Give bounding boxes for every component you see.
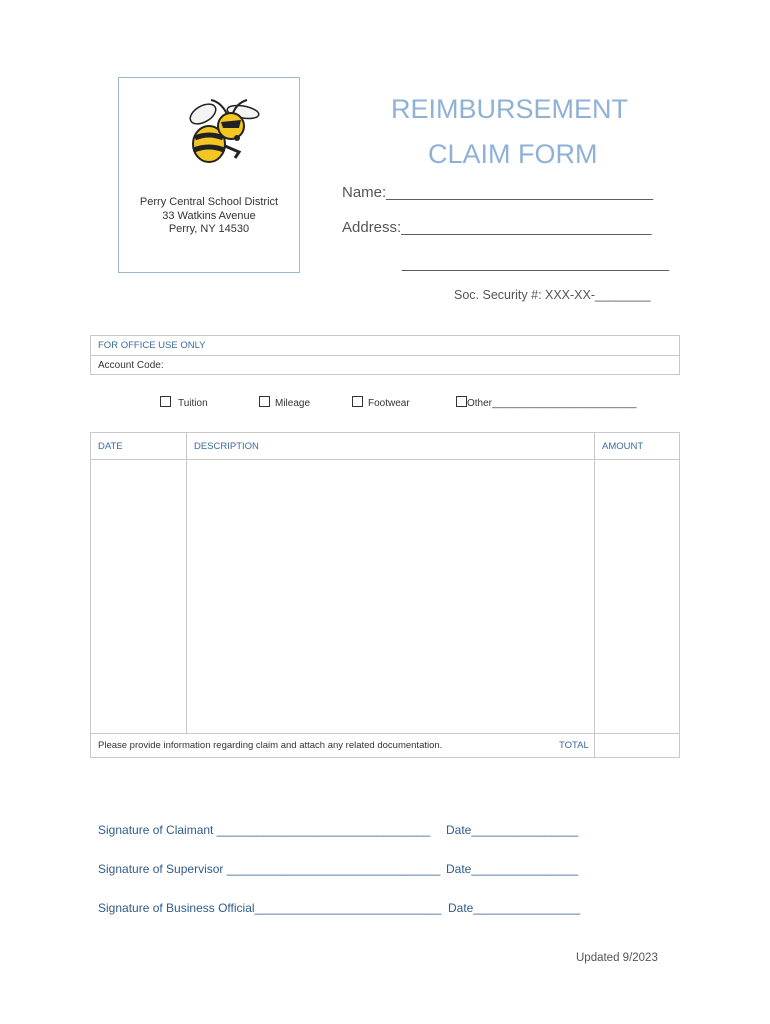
- district-city: Perry, NY 14530: [168, 223, 250, 235]
- district-logo-box: [118, 77, 300, 273]
- checkbox-tuition[interactable]: [160, 396, 208, 409]
- signature-business-official-date[interactable]: Date________________: [448, 901, 581, 915]
- signature-supervisor[interactable]: Signature of Supervisor ________________________________: [98, 862, 441, 876]
- column-date: DATE: [98, 441, 123, 452]
- amount-entries-area[interactable]: [599, 463, 677, 729]
- signature-claimant-date[interactable]: Date________________: [446, 823, 579, 837]
- district-address: [119, 196, 299, 237]
- date-entries-area[interactable]: [98, 463, 182, 729]
- signature-business-official[interactable]: Signature of Business Official____________________________: [98, 901, 442, 915]
- checkbox-label: Mileage: [275, 398, 311, 409]
- signature-supervisor-date[interactable]: Date________________: [446, 862, 579, 876]
- checkbox-icon[interactable]: [160, 396, 171, 407]
- checkbox-other[interactable]: [456, 396, 637, 409]
- total-label: TOTAL: [559, 740, 589, 751]
- account-code-field[interactable]: Account Code:: [98, 360, 164, 371]
- soc-security-field[interactable]: Soc. Security #: XXX-XX-________: [454, 288, 651, 302]
- checkbox-label: Tuition: [178, 398, 208, 409]
- column-divider: [594, 433, 595, 757]
- signature-claimant[interactable]: Signature of Claimant ________________________________: [98, 823, 431, 837]
- checkbox-footwear[interactable]: [352, 396, 410, 409]
- checkbox-label: Footwear: [368, 398, 410, 409]
- district-name: Perry Central School District: [139, 196, 279, 208]
- checkbox-label: Other__________________________: [467, 398, 637, 409]
- column-amount: AMOUNT: [602, 441, 644, 452]
- form-title-line1: REIMBURSEMENT: [391, 94, 629, 124]
- claim-table: [90, 432, 680, 758]
- table-footnote: Please provide information regarding claim and attach any related documentation.: [98, 740, 443, 751]
- column-divider: [186, 433, 187, 733]
- office-use-heading: FOR OFFICE USE ONLY: [91, 336, 679, 356]
- checkbox-icon[interactable]: [259, 396, 270, 407]
- form-title-line2: CLAIM FORM: [428, 139, 598, 169]
- address-field[interactable]: Address:______________________________: [342, 219, 652, 236]
- district-street: 33 Watkins Avenue: [162, 209, 256, 222]
- updated-date: Updated 9/2023: [576, 952, 658, 964]
- column-description: DESCRIPTION: [194, 441, 259, 452]
- description-entries-area[interactable]: [191, 463, 591, 729]
- name-field[interactable]: Name:________________________________: [342, 184, 654, 201]
- yellow-jacket-logo-icon: [181, 98, 267, 170]
- checkbox-icon[interactable]: [456, 396, 467, 407]
- table-header: [91, 433, 679, 460]
- checkbox-mileage[interactable]: [259, 396, 310, 409]
- address-line2-field[interactable]: ________________________________: [402, 255, 669, 272]
- total-amount-field[interactable]: [597, 736, 677, 755]
- checkbox-icon[interactable]: [352, 396, 363, 407]
- office-use-box: [90, 335, 680, 375]
